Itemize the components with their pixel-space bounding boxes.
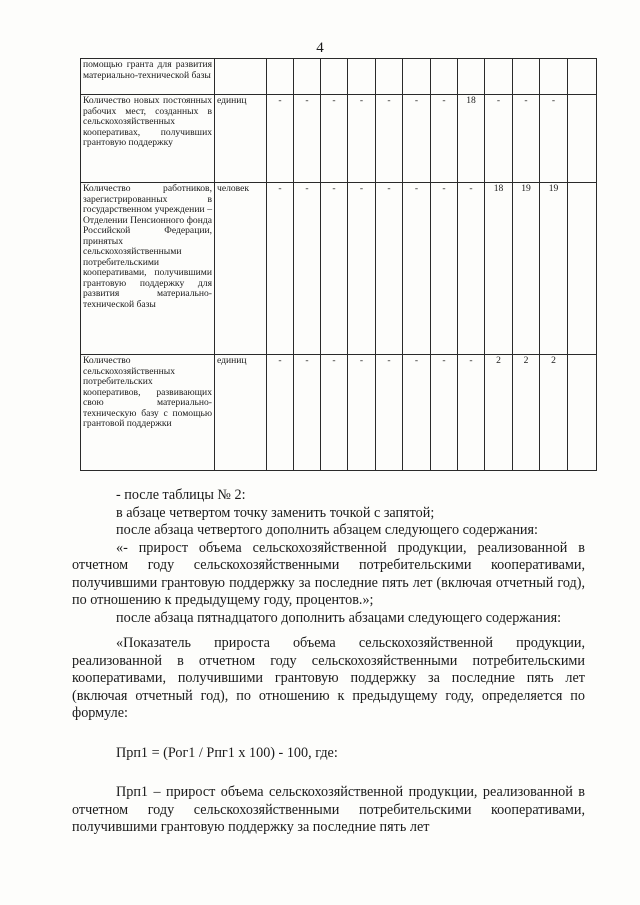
value-cell: 18 (458, 95, 485, 183)
value-cell (540, 59, 568, 95)
value-cell (348, 59, 376, 95)
value-cell: - (376, 355, 403, 471)
value-cell: - (458, 183, 485, 355)
value-cell: - (403, 95, 431, 183)
value-cell: - (431, 183, 458, 355)
value-cell (431, 59, 458, 95)
value-cell: - (348, 355, 376, 471)
paragraph-add-after-fifteenth: после абзаца пятнадцатого дополнить абзацами следующего содержания: (116, 609, 562, 626)
paragraph-indicator-definition: «Показатель прироста объема сельскохозяйственной продукции, реализованной в отчетном году сельскохозяйственными потребительскими кооперативами, получившими грантовую поддержку за последние пять лет (включая отчетный год), по отношению к предыдущему году, определяется по формуле: (72, 635, 585, 721)
value-cell: - (348, 95, 376, 183)
value-cell: - (294, 355, 321, 471)
value-cell: - (294, 95, 321, 183)
table-row (81, 95, 597, 183)
value-cell (485, 59, 513, 95)
value-cell: - (294, 183, 321, 355)
value-cell (568, 355, 597, 471)
value-cell (568, 183, 597, 355)
value-cell: - (458, 355, 485, 471)
value-cell: - (403, 355, 431, 471)
unit-cell: человек (215, 183, 267, 355)
value-cell (267, 59, 294, 95)
value-cell: - (403, 183, 431, 355)
value-cell: 2 (540, 355, 568, 471)
paragraph-add-after-fourth: после абзаца четвертого дополнить абзацем следующего содержания: (116, 522, 538, 538)
indicator-name-cell: Количество новых постоянных рабочих мест, созданных в сельскохозяйственных кооперативах, получивших грантовую поддержку (81, 95, 215, 183)
paragraph-after-table: - после таблицы № 2: (116, 487, 246, 503)
amendment-text (72, 487, 585, 837)
value-cell: - (348, 183, 376, 355)
value-cell: - (267, 183, 294, 355)
indicator-name-cell: помощью гранта для развития материально-технической базы (81, 59, 215, 95)
unit-cell: единиц (215, 95, 267, 183)
formula: Прп1 = (Рог1 / Рпг1 х 100) - 100, где: (116, 744, 338, 761)
value-cell: - (321, 95, 348, 183)
value-cell: 18 (485, 183, 513, 355)
value-cell: - (431, 355, 458, 471)
value-cell: - (321, 183, 348, 355)
value-cell: - (376, 183, 403, 355)
unit-cell: единиц (215, 355, 267, 471)
page-number: 4 (316, 40, 324, 56)
value-cell: - (540, 95, 568, 183)
value-cell: 2 (513, 355, 540, 471)
value-cell: - (267, 95, 294, 183)
paragraph-formula-explanation: Прп1 – прирост объема сельскохозяйственной продукции, реализованной в отчетном году сельскохозяйственными потребительскими кооперативами, получившими грантовую поддержку за последние пять лет (72, 784, 585, 835)
value-cell (458, 59, 485, 95)
table-row (81, 59, 597, 95)
value-cell: - (431, 95, 458, 183)
table-row (81, 355, 597, 471)
table-row (81, 183, 597, 355)
value-cell: - (513, 95, 540, 183)
value-cell: - (376, 95, 403, 183)
value-cell: 2 (485, 355, 513, 471)
value-cell (568, 95, 597, 183)
value-cell (403, 59, 431, 95)
value-cell (568, 59, 597, 95)
value-cell (294, 59, 321, 95)
table-body (81, 59, 597, 471)
value-cell: - (485, 95, 513, 183)
indicator-name-cell: Количество сельскохозяйственных потребительских кооперативов, развивающих свою материально-техническую базу с помощью грантовой поддержки (81, 355, 215, 471)
value-cell (376, 59, 403, 95)
value-cell: - (321, 355, 348, 471)
value-cell: 19 (540, 183, 568, 355)
indicator-name-cell: Количество работников, зарегистрированных в государственном учреждении – Отделении Пенсионного фонда Российской Федерации, принятых сельскохозяйственными потребительскими кооперативами, получившими грантовую поддержку для развития материально-технической базы (81, 183, 215, 355)
value-cell (321, 59, 348, 95)
indicators-table (80, 58, 597, 471)
value-cell: 19 (513, 183, 540, 355)
value-cell: - (267, 355, 294, 471)
paragraph-growth-indicator: «- прирост объема сельскохозяйственной продукции, реализованной в отчетном году сельскохозяйственными потребительскими кооперативами, получившими грантовую поддержку за последние пять лет (включая отчетный год), по отношению к предыдущему году, процентов.»; (72, 539, 585, 608)
value-cell (513, 59, 540, 95)
unit-cell (215, 59, 267, 95)
paragraph-fourth-abzac: в абзаце четвертом точку заменить точкой с запятой; (116, 504, 435, 521)
